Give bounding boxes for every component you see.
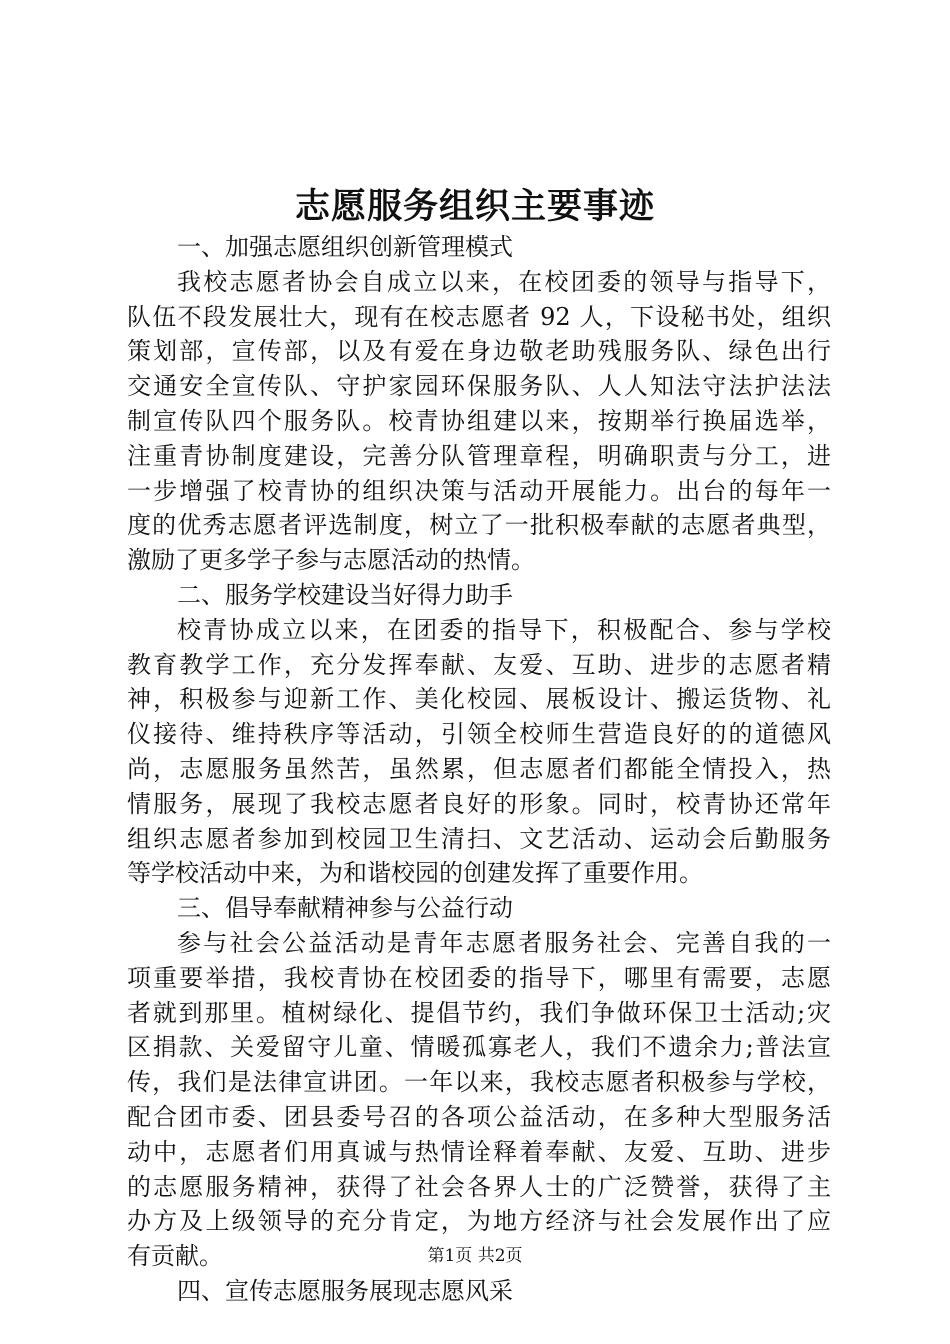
document-body bbox=[127, 230, 831, 1309]
paragraph-line: 传，我们是法律宣讲团。一年以来，我校志愿者积极参与学校， bbox=[127, 1068, 831, 1097]
paragraph-line: 情服务，展现了我校志愿者良好的形象。同时，校青协还常年 bbox=[127, 789, 831, 818]
paragraph-line: 尚，志愿服务虽然苦，虽然累，但志愿者们都能全情投入，热 bbox=[127, 754, 831, 783]
paragraph-line: 激励了更多学子参与志愿活动的热情。 bbox=[127, 546, 535, 575]
paragraph-line: 制宣传队四个服务队。校青协组建以来，按期举行换届选举， bbox=[127, 406, 831, 435]
paragraph-line: 我校志愿者协会自成立以来，在校团委的领导与指导下， bbox=[177, 267, 831, 296]
paragraph-line: 校青协成立以来，在团委的指导下，积极配合、参与学校 bbox=[177, 615, 831, 644]
paragraph-line: 一步增强了校青协的组织决策与活动开展能力。出台的每年一 bbox=[127, 476, 831, 505]
paragraph-line: 教育教学工作，充分发挥奉献、友爱、互助、进步的志愿者精 bbox=[127, 650, 831, 679]
paragraph-line: 神，积极参与迎新工作、美化校园、展板设计、搬运货物、礼 bbox=[127, 685, 831, 714]
paragraph-line: 配合团市委、团县委号召的各项公益活动，在多种大型服务活 bbox=[127, 1102, 831, 1131]
paragraph-line: 队伍不段发展壮大，现有在校志愿者 92 人，下设秘书处，组织 bbox=[127, 302, 831, 331]
paragraph-line: 办方及上级领导的充分肯定，为地方经济与社会发展作出了应 bbox=[127, 1207, 831, 1236]
section-heading-4: 四、宣传志愿服务展现志愿风采 bbox=[177, 1276, 513, 1305]
paragraph-line: 组织志愿者参加到校园卫生清扫、文艺活动、运动会后勤服务 bbox=[127, 824, 831, 853]
page-title: 志愿服务组织主要事迹 bbox=[294, 187, 655, 227]
paragraph-line: 策划部，宣传部，以及有爱在身边敬老助残服务队、绿色出行 bbox=[127, 337, 831, 366]
section-heading-3: 三、倡导奉献精神参与公益行动 bbox=[177, 894, 513, 923]
paragraph-line: 交通安全宣传队、守护家园环保服务队、人人知法守法护法法 bbox=[127, 372, 831, 401]
paragraph-line: 注重青协制度建设，完善分队管理章程，明确职责与分工，进 bbox=[127, 441, 831, 470]
paragraph-line: 等学校活动中来，为和谐校园的创建发挥了重要作用。 bbox=[127, 859, 703, 888]
paragraph-line: 项重要举措，我校青协在校团委的指导下，哪里有需要，志愿 bbox=[127, 963, 831, 992]
section-heading-2: 二、服务学校建设当好得力助手 bbox=[177, 580, 513, 609]
paragraph-line: 者就到那里。植树绿化、提倡节约，我们争做环保卫士活动;灾 bbox=[127, 998, 831, 1027]
section-heading-1: 一、加强志愿组织创新管理模式 bbox=[177, 233, 513, 261]
paragraph-line: 度的优秀志愿者评选制度，树立了一批积极奉献的志愿者典型， bbox=[127, 511, 831, 540]
paragraph-line: 动中，志愿者们用真诚与热情诠释着奉献、友爱、互助、进步 bbox=[127, 1137, 831, 1166]
page-footer: 第1页 共2页 bbox=[427, 1246, 523, 1266]
paragraph-line: 有贡献。 bbox=[127, 1242, 223, 1271]
paragraph-line: 的志愿服务精神，获得了社会各界人士的广泛赞誉，获得了主 bbox=[127, 1172, 831, 1201]
paragraph-line: 参与社会公益活动是青年志愿者服务社会、完善自我的一 bbox=[177, 928, 831, 957]
paragraph-line: 区捐款、关爱留守儿童、情暖孤寡老人，我们不遗余力;普法宣 bbox=[127, 1033, 831, 1062]
paragraph-line: 仪接待、维持秩序等活动，引领全校师生营造良好的的道德风 bbox=[127, 720, 831, 749]
